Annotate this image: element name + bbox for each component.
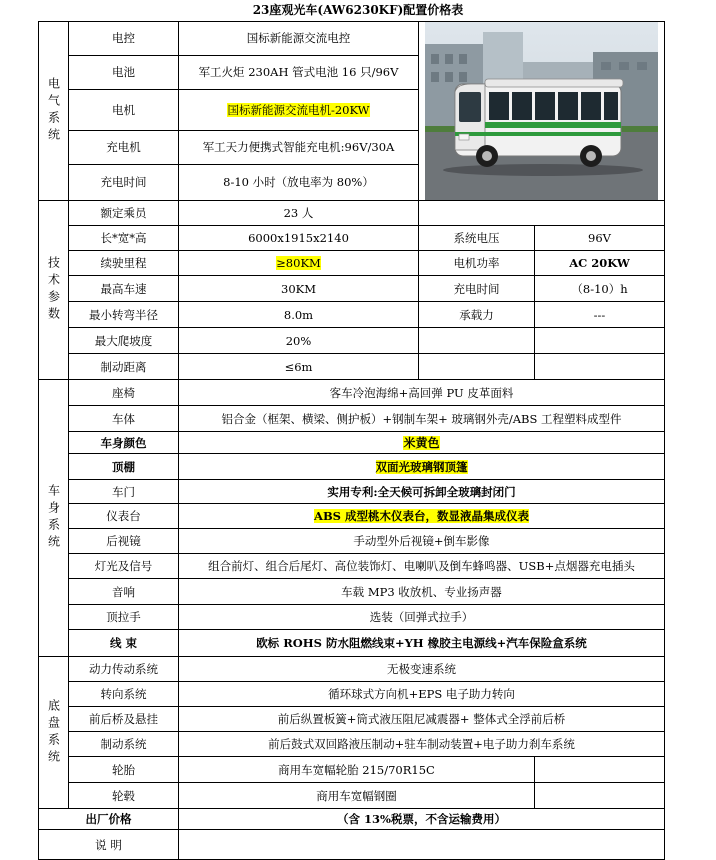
row-label: 充电时间 bbox=[419, 276, 535, 302]
section-electric: 电气系统 bbox=[39, 22, 69, 201]
row-label: 充电机 bbox=[69, 130, 179, 164]
row-value: 8.0m bbox=[179, 302, 419, 328]
row-value: 客车冷泡海绵+高回弹 PU 皮革面料 bbox=[179, 380, 665, 406]
row-label: 音响 bbox=[69, 579, 179, 605]
row-value: 商用车宽幅钢圈 bbox=[179, 783, 535, 809]
row-label: 车门 bbox=[69, 480, 179, 504]
row-label: 最高车速 bbox=[69, 276, 179, 302]
row-value: 30KM bbox=[179, 276, 419, 302]
row-value bbox=[179, 454, 665, 480]
row-value: 8-10 小时（放电率为 80%） bbox=[179, 164, 419, 200]
highlighted-value: 国标新能源交流电机-20KW bbox=[227, 102, 370, 117]
row-label: 轮胎 bbox=[69, 757, 179, 783]
row-label: 制动系统 bbox=[69, 732, 179, 757]
row-label: 车身颜色 bbox=[69, 432, 179, 454]
row-value: 国标新能源交流电控 bbox=[179, 22, 419, 56]
row-value bbox=[179, 251, 419, 276]
section-tech: 技术参数 bbox=[39, 201, 69, 380]
product-photo-cell bbox=[419, 22, 665, 201]
row-label: 电控 bbox=[69, 22, 179, 56]
row-value: 选装（回弹式拉手） bbox=[179, 605, 665, 630]
row-label: 前后桥及悬挂 bbox=[69, 707, 179, 732]
row-label: 轮毂 bbox=[69, 783, 179, 809]
row-value bbox=[179, 504, 665, 529]
row-value: 军工天力便携式智能充电机:96V/30A bbox=[179, 130, 419, 164]
row-value: 96V bbox=[535, 226, 665, 251]
row-value: 23 人 bbox=[179, 201, 419, 226]
row-value bbox=[179, 432, 665, 454]
row-value: AC 20KW bbox=[535, 251, 665, 276]
row-value: 实用专利:全天候可拆卸全玻璃封闭门 bbox=[179, 480, 665, 504]
row-label: 仪表台 bbox=[69, 504, 179, 529]
highlighted-value: 双面光玻璃钢顶篷 bbox=[375, 459, 468, 474]
row-value: 军工火炬 230AH 管式电池 16 只/96V bbox=[179, 55, 419, 89]
price-value: （含 13%税票，不含运输费用） bbox=[179, 809, 665, 830]
row-value: 前后鼓式双回路液压制动+驻车制动装置+电子助力刹车系统 bbox=[179, 732, 665, 757]
row-label: 电池 bbox=[69, 55, 179, 89]
row-value: （8-10）h bbox=[535, 276, 665, 302]
row-value: 车载 MP3 收放机、专业扬声器 bbox=[179, 579, 665, 605]
empty-cell bbox=[535, 354, 665, 380]
highlighted-value: ≥80KM bbox=[276, 256, 321, 270]
row-label: 充电时间 bbox=[69, 164, 179, 200]
empty-cell bbox=[419, 328, 535, 354]
price-label: 出厂价格 bbox=[39, 809, 179, 830]
row-label: 车体 bbox=[69, 406, 179, 432]
empty-cell bbox=[419, 201, 665, 226]
row-label: 后视镜 bbox=[69, 529, 179, 554]
bus-photo bbox=[425, 22, 658, 200]
row-value: 手动型外后视镜+倒车影像 bbox=[179, 529, 665, 554]
row-label: 转向系统 bbox=[69, 682, 179, 707]
empty-cell bbox=[535, 757, 665, 783]
row-label: 灯光及信号 bbox=[69, 554, 179, 579]
row-label: 座椅 bbox=[69, 380, 179, 406]
highlighted-value: 米黄色 bbox=[403, 435, 440, 450]
row-value bbox=[179, 89, 419, 130]
row-label: 最小转弯半径 bbox=[69, 302, 179, 328]
row-label: 制动距离 bbox=[69, 354, 179, 380]
page-title: 23座观光车(AW6230KF)配置价格表 bbox=[252, 3, 464, 17]
row-label: 系统电压 bbox=[419, 226, 535, 251]
row-value: 20% bbox=[179, 328, 419, 354]
row-value: 无极变速系统 bbox=[179, 657, 665, 682]
row-label: 电机 bbox=[69, 89, 179, 130]
note-label: 说 明 bbox=[39, 830, 179, 860]
row-label: 电机功率 bbox=[419, 251, 535, 276]
row-label: 动力传动系统 bbox=[69, 657, 179, 682]
row-value: --- bbox=[535, 302, 665, 328]
row-value: 组合前灯、组合后尾灯、高位装饰灯、电喇叭及倒车蜂鸣器、USB+点烟器充电插头 bbox=[179, 554, 665, 579]
row-label: 顶棚 bbox=[69, 454, 179, 480]
section-body: 车身系统 bbox=[39, 380, 69, 657]
row-label: 承载力 bbox=[419, 302, 535, 328]
empty-cell bbox=[535, 328, 665, 354]
spec-table bbox=[38, 21, 665, 860]
row-value: 商用车宽幅轮胎 215/70R15C bbox=[179, 757, 535, 783]
empty-cell bbox=[419, 354, 535, 380]
row-label: 最大爬坡度 bbox=[69, 328, 179, 354]
sightseeing-bus-illustration bbox=[425, 22, 658, 200]
row-value: 欧标 ROHS 防水阻燃线束+YH 橡胶主电源线+汽车保险盒系统 bbox=[179, 630, 665, 657]
row-value: 循环球式方向机+EPS 电子助力转向 bbox=[179, 682, 665, 707]
row-label: 额定乘员 bbox=[69, 201, 179, 226]
section-chassis: 底盘系统 bbox=[39, 657, 69, 809]
row-value: ≤6m bbox=[179, 354, 419, 380]
row-label: 线 束 bbox=[69, 630, 179, 657]
row-value: 前后纵置板簧+筒式液压阻尼减震器+ 整体式全浮前后桥 bbox=[179, 707, 665, 732]
row-label: 顶拉手 bbox=[69, 605, 179, 630]
row-label: 长*宽*高 bbox=[69, 226, 179, 251]
row-value: 6000x1915x2140 bbox=[179, 226, 419, 251]
note-value bbox=[179, 830, 665, 860]
row-label: 续驶里程 bbox=[69, 251, 179, 276]
empty-cell bbox=[535, 783, 665, 809]
highlighted-value: ABS 成型桃木仪表台，数显液晶集成仪表 bbox=[314, 509, 529, 523]
row-value: 铝合金（框架、横梁、侧护板）+钢制车架+ 玻璃钢外壳/ABS 工程塑料成型件 bbox=[179, 406, 665, 432]
